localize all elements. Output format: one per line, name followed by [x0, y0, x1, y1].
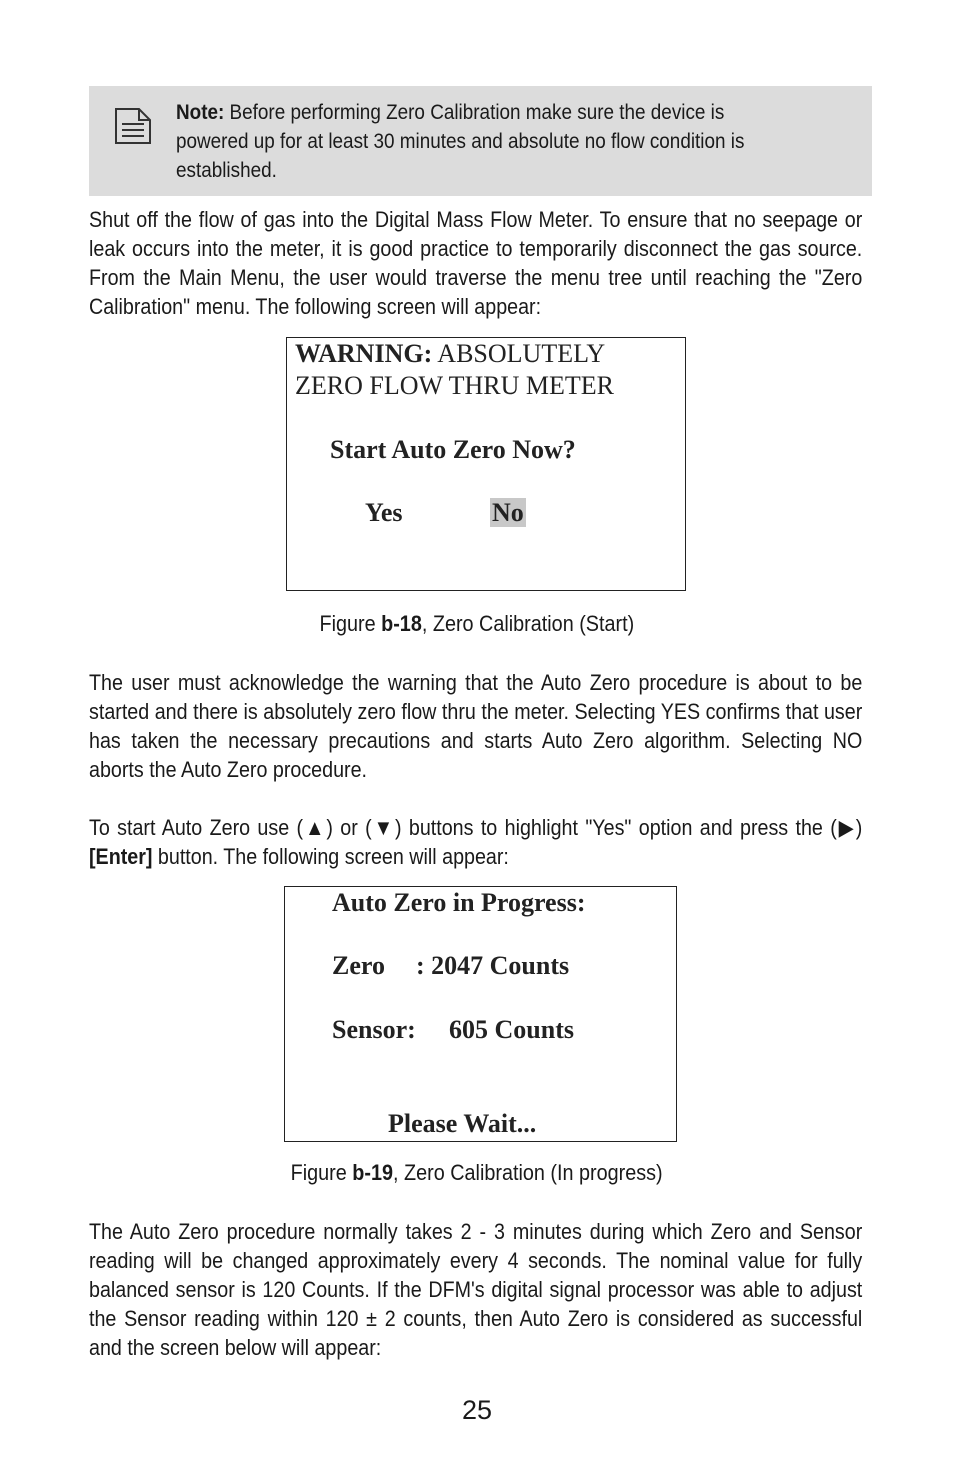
warning-text: ABSOLUTELY	[432, 339, 606, 368]
note-label: Note:	[176, 101, 225, 124]
figure-id: b-18	[381, 611, 422, 636]
figure-suffix: , Zero Calibration (In progress)	[393, 1160, 663, 1185]
screen-warning-line	[295, 339, 605, 369]
zero-value: : 2047 Counts	[416, 951, 570, 980]
sensor-label: Sensor:	[332, 1015, 416, 1044]
para3-part2: button. The following screen will appear:	[152, 844, 509, 869]
screen-progress-title: Auto Zero in Progress:	[332, 888, 586, 917]
figure-id: b-19	[352, 1160, 394, 1185]
screen-prompt: Start Auto Zero Now?	[330, 435, 576, 464]
paragraph-acknowledge: The user must acknowledge the warning that the Auto Zero procedure is about to be started and there is absolutely zero flow thru the meter. Selecting YES confirms that user has taken the necessary precautions and starts Auto Zero algorithm. Selecting NO aborts the Auto Zero procedure.	[89, 670, 863, 782]
warning-label: WARNING:	[295, 339, 433, 368]
sensor-value: 605 Counts	[449, 1015, 574, 1044]
figure-prefix: Figure	[319, 611, 382, 636]
page-number: 25	[461, 1395, 493, 1425]
please-wait: Please Wait...	[388, 1109, 537, 1138]
note-text	[176, 98, 761, 185]
option-yes: Yes	[365, 498, 403, 527]
note-box	[89, 86, 872, 196]
paragraph-shutoff: Shut off the flow of gas into the Digital Mass Flow Meter. To ensure that no seepage or leak occurs into the meter, it is good practice to temporarily disconnect the gas source. From the Main Menu, the user would traverse the menu tree until reaching the "Zero Calibration" menu. The following screen will appear:	[89, 207, 863, 319]
note-icon	[113, 106, 153, 146]
option-no-highlight: No	[492, 498, 524, 527]
figure-caption-b18	[0, 609, 954, 638]
figure-caption-b19	[0, 1158, 954, 1187]
enter-key-label: [Enter]	[89, 844, 153, 869]
screen-zero-calibration-start	[286, 337, 686, 591]
screen-auto-zero-progress	[284, 886, 677, 1142]
figure-suffix: , Zero Calibration (Start)	[421, 611, 635, 636]
para3-part1: To start Auto Zero use (▲) or (▼) buttons to highlight "Yes" option and press the (▶)	[89, 815, 863, 840]
note-body: Before performing Zero Calibration make sure the device is powered up for at least 30 minutes and absolute no flow condition is established.	[176, 101, 745, 182]
option-no	[490, 498, 526, 528]
zero-label: Zero	[332, 951, 385, 980]
paragraph-start-auto-zero	[89, 813, 862, 871]
screen-zero-flow-line: ZERO FLOW THRU METER	[295, 371, 614, 400]
paragraph-auto-zero-duration: The Auto Zero procedure normally takes 2 - 3 minutes during which Zero and Sensor reading will be changed approximately every 4 seconds. The nominal value for fully balanced sensor is 120 Counts. If the DFM's digital signal processor was able to adjust the Sensor reading within 120 ± 2 counts, then Auto Zero is considered as successful and the screen below will appear:	[89, 1219, 863, 1360]
figure-prefix: Figure	[291, 1160, 353, 1185]
